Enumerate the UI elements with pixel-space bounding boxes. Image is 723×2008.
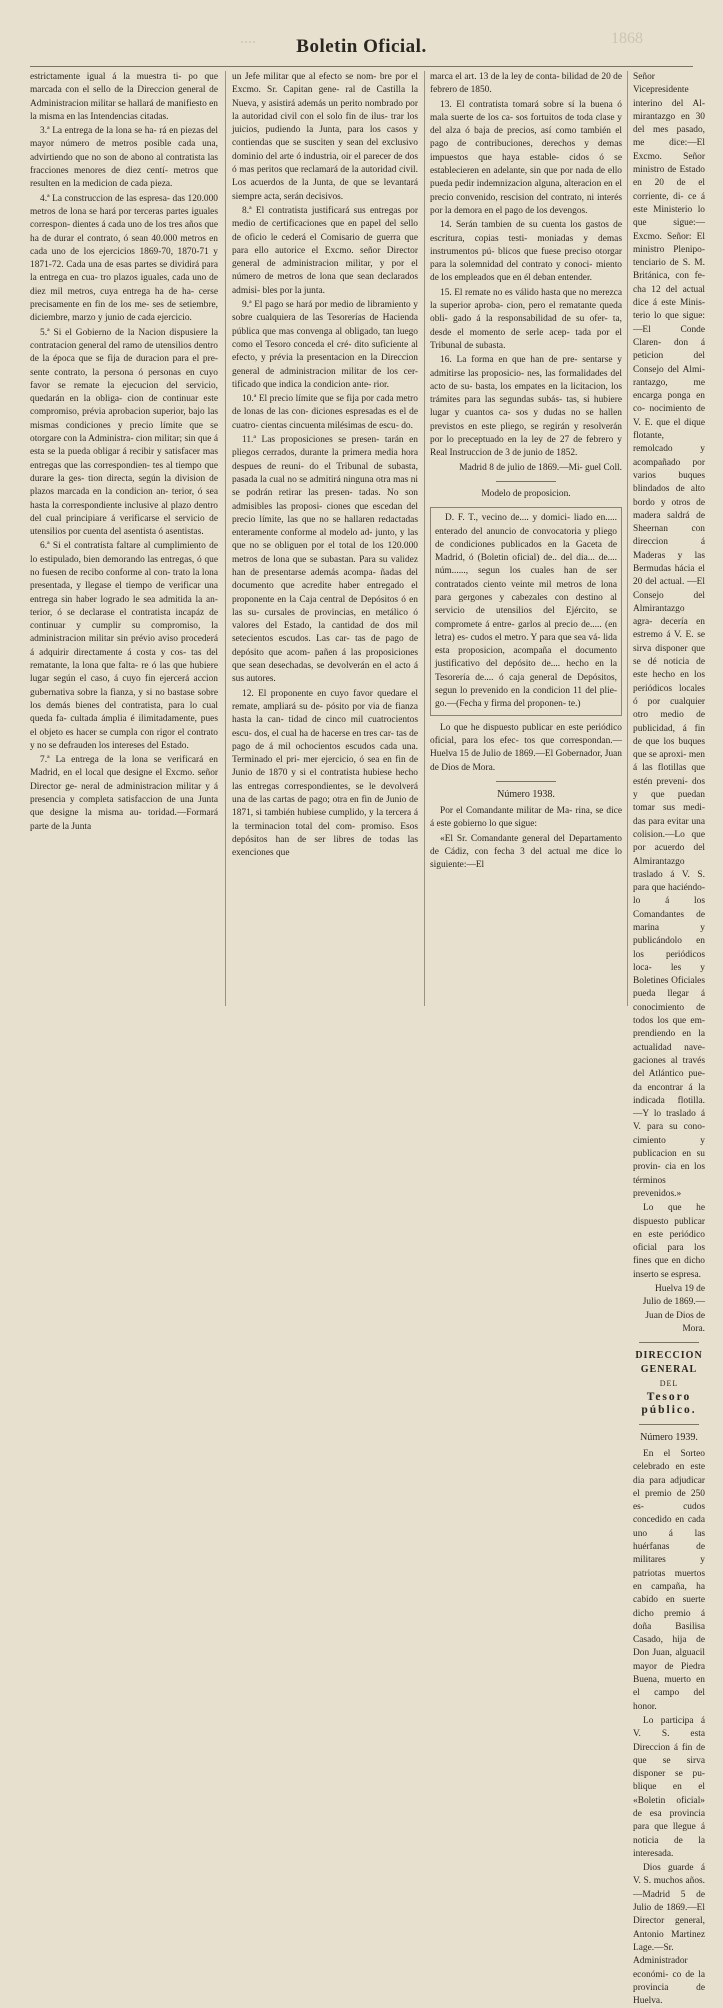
paragraph: 13. El contratista tomará sobre sí la buena ó mala suerte de los ca- sos fortuitos de toda clase y del alza ó baja de precios, así como también el pago de contribuciones, derechos y demas impuestos que haya estable- cidos ó se establecieren en adelante, sin que por nada de ello pueda pedir indemnizacion alguna, alteracion en el precio convenido, rescision del contrato, ni interés por la demora en el pago de los devengos.	[430, 99, 622, 216]
section-divider	[639, 1424, 699, 1425]
signature-line: Huelva 19 de Julio de 1869.— Juan de Dios de Mora.	[642, 1284, 705, 1334]
page-header	[0, 22, 723, 62]
paragraph: Lo que he dispuesto publicar en este periódico oficial, para los efec- tos que correspondan.—Huelva 15 de Julio de 1869.—El Gobernador, Juan de Dios de Mora.	[430, 722, 622, 773]
paragraph: 15. El remate no es válido hasta que no merezca la superior aproba- cion, pero el rematante queda obli- gado á la responsabilidad de su ofer- ta, desde el momento de serle acep- tada por el Tribunal de subasta.	[430, 287, 622, 351]
paragraph: marca el art. 13 de la ley de conta- bilidad de 20 de febrero de 1850.	[430, 72, 622, 96]
section-divider	[639, 1342, 699, 1343]
column-2	[232, 71, 418, 1011]
paragraph: «El Sr. Comandante general del Departamento de Cádiz, con fecha 3 del actual me dice lo siguiente:—El	[430, 833, 622, 871]
column-4	[633, 71, 705, 2007]
paragraph: Lo que he dispuesto publicar en este periódico oficial para los fines que en dicho inserto se espresa.	[633, 1203, 705, 1280]
column-divider	[627, 71, 628, 1006]
section-divider	[496, 481, 556, 482]
paragraph: Dios guarde á V. S. muchos años. —Madrid 5 de Julio de 1869.—El Director general, Antonio Martinez Lage.—Sr. Administrador económi- co de la provincia de Huelva.	[633, 1863, 705, 2007]
column-3	[430, 71, 622, 1011]
paragraph: 8.ª El contratista justificará sus entregas por medio de certificaciones que en papel del sello de oficio le cederá el Comisario de guerra que para ello autorice el Excmo. señor Director general de administracion militar, y por el número de metros de lona que sean declarados admisi- bles por la junta.	[232, 205, 418, 296]
column-1	[30, 71, 218, 1011]
paragraph: 3.ª La entrega de la lona se ha- rá en piezas del mayor número de metros posible cada una, advirtiendo que no son de abono al contratista las fracciones menores de diez centí- metros que resulten en la medicion de cada pieza.	[30, 126, 218, 190]
paragraph: 16. La forma en que han de pre- sentarse y admitirse las proposicio- nes, las formalidades del acto de su- basta, los empates en la licitacion, los trámites para las segundas subás- tas, si hubiere lugar y cuantos ca- sos y dudas no se hallen previstos en este pliego, se regirán y resolverán por lo preceptuado en la ley de 27 de febrero y Real Instruccion de 3 de junio de 1852.	[430, 355, 622, 459]
paragraph: 6.ª Si el contratista faltare al cumplimiento de lo estipulado, bien demorando las entregas, ó que no fuesen de recibo conforme al con- trato la lona presentada, y llegase el tiempo de verificar una entrega sin haber logrado le sea admitida la an- terior, ó se declarase el contratista incapáz de continuar y cumplir su compromiso, la administracion militar sin prévio aviso procederá á adquirir directamente á costa y cos- tas del rematante, la lona que falta- re ó las que hubiere lugar según el caso, á cuyo fin ejercerá accion gubernativa sobre la fianza, y si no bastase sobre los demás bienes del contratista, para lo cual queda fa- cultada ámplia é ilimitadamente, pues el objeto es hacer se cumpla con rigor el contrato y no se defrauden los intereses del Estado.	[30, 541, 218, 751]
paragraph: 7.ª La entrega de la lona se verificará en Madrid, en el local que designe el Excmo. señor Director ge- neral de administracion militar y á presencia y completa satisfaccion de una Junta que designe la misma au- toridad.—Formará parte de la Junta	[30, 755, 218, 832]
paragraph: D. F. T., vecino de.... y domici- liado en..... enterado del anuncio de convocatoria y pliego de condiciones publicados en la Gaceta de Madrid, ó (Boletin oficial) de.. del dia... de.... núm......, segun los cuales han de ser contratados ciento veinte mil metros de lona para gergones y cabezales con destino al servicio de utensilios del Ejército, se compromete á entre- garlos al precio de..... (en letra) es- cudos el metro. Y para que sea vá- lida esta proposicion, acompaña el documento justificativo del depósito de.... hecho en la Tesorería de.... ó caja general de Depósitos, segun lo prevenido en la condicion 11 del plie- go.—(Fecha y firma del proponen- te.)	[435, 513, 617, 710]
section-title: Modelo de proposicion.	[481, 488, 571, 499]
paragraph: un Jefe militar que al efecto se nom- bre por el Excmo. Sr. Capitan gene- ral de Castilla la Nueva, y asistirá además un perito nombrado por la autoridad civil con el solo fin de ilus- trar los juicios, pudiendo la Junta, para los casos y contiendas que se susciten y sean del exclusivo dominio del arte ó industria, oir el parecer de dos ó mas peritos que reclamará de la autoridad civil. Los acuerdos de la Junta, de que se levantará siempre acta, serán decisivos.	[232, 72, 418, 202]
paragraph: Por el Comandante militar de Ma- rina, se dice á este gobierno lo que sigue:	[430, 806, 622, 830]
paragraph: 9.ª El pago se hará por medio de libramiento y sobre cualquiera de las Tesorerías de Hacienda pública que mas convenga al obligado, tan luego como el Tesoro conceda el cré- dito suficiente al efecto, y prévia la presentacion en la Direccion general de administracion militar de los cer- tificado que indica la condicion ante- rior.	[232, 300, 418, 390]
paragraph: 14. Serán tambien de su cuenta los gastos de escritura, copias testi- moniadas y demas instrumentos pú- blicos que fuese preciso otorgar para la solemnidad del contrato y conoci- miento de los empleados que en él deban entender.	[430, 220, 622, 284]
paragraph: 4.ª La construccion de las espresa- das 120.000 metros de lona se hará por terceras partes iguales correspon- dientes á cada uno de los tres años que ha de durar el contrato, ó sean 40.000 metros en cada uno de los ejercicios 1869-70, 1870-71 y 1871-72. Cada una de esas partes se dividirá para la entrega en cua- tro plazos iguales, cada uno de diez mil metros, cuya entrega ha de ha- cerse precisamente en fin de los me- ses de setiembre, diciembre, marzo y junio de cada ejercicio.	[30, 193, 218, 324]
section-subtitle: DEL	[659, 1378, 679, 1388]
notice-number: Número 1939.	[640, 1431, 698, 1443]
section-title: DIRECCION GENERAL	[635, 1350, 703, 1375]
paragraph: Lo participa á V. S. esta Direccion á fin de que se sirva disponer se pu- blique en el «Boletin oficial» de esa provincia para que llegue á noticia de la interesada.	[633, 1715, 705, 1859]
paragraph: 11.ª Las proposiciones se presen- tarán en pliegos cerrados, durante la primera media hora despues de reuni- do el Tribunal de subasta, pasada la cual no se admitirá ninguna otra mas ni se podrán retirar las presen- tadas. No son admisibles las proposi- ciones que escedan del precio límite, las que no se hallaren redactadas enteramente conforme al modelo ad- junto, y las que no se obliguen por el total de los 120.000 metros de lona que se subastan. Para su validez han de presentarse además acompa- ñadas del documento que acredite haber entregado el proponente en la Caja central de Depósitos ó en las su- cursales de provincias, en metálico ó valores del Estado, la cantidad de dos mil setecientos escudos. Las car- tas de pago de depósito que acom- pañen á las proposiciones que sean desechadas, se devolverán en el acto á sus autores.	[232, 435, 418, 685]
column-divider	[424, 71, 425, 1006]
paragraph: Señor Vicepresidente interino del Al- mirantazgo en 30 del mes pasado, me dice:—El Excmo. Señor ministro de Estado en 20 de el corriente, di- ce á este Ministerio lo que sigue:— Excmo. Señor: El ministro Plenipo- tenciario de S. M. Británica, con fe- cha 12 del actual dice á este Minis- terio lo que sigue:—El Conde Claren- don á peticion del Consejo del Almi- rantazgo, me encarga ponga en co- nocimiento de V. E. que el dique flotante, remolcado y acompañado por varios buques blindados de alto bordo y otros de madera saldrá de Sheernan con direccion á Maderas y las Bermudas hácia el 20 del actual. —El Consejo del Almirantazgo agra- decería en estremo á V. E. se sirva disponer que se dé noticia de este hecho en los periódicos locales ó por cualquier otro medio de publicidad, á fin de que los buques que se aproxi- men á las flotillas que estén preveni- dos y que puedan tomar sus medi- das para evitar una colision.—Lo que por acuerdo del Almirantazgo traslado á V. S. para que haciéndo- lo á los Comandantes de marina y publicándolo en los periódicos loca- les y Boletines Oficiales pueda llegar á conocimiento de todos los que em- prendiendo en la actualidad nave- gaciones al través del Atlántico pue- da encontrar á la indicada flotilla. —Y lo traslado á V. para su cono- cimiento y publicacion en su provin- cia en los términos prevenidos.»	[633, 72, 705, 1199]
paragraph: estrictamente igual á la muestra ti- po que marcada con el sello de la Direccion general de Administracion militar se hallará de manifiesto en la misma en las Intendencias citadas.	[30, 72, 218, 122]
section-divider	[496, 781, 556, 782]
paragraph: 10.ª El precio límite que se fija por cada metro de lonas de las con- diciones espresadas es el de cuatro- cientas cincuenta milésimas de escu- do.	[232, 394, 418, 431]
proposal-model-box	[430, 507, 622, 715]
header-divider	[30, 66, 693, 67]
signature-line: Madrid 8 de julio de 1869.—Mi- guel Coll.	[459, 462, 622, 473]
paragraph: En el Sorteo celebrado en este dia para adjudicar el premio de 250 es- cudos concedido en cada uno á las huérfanas de militares y patriotas muertos en campaña, ha cabido en suerte dicho premio á doña Basilisa Casado, hija de Don Juan, alguacil mayor de Piedra Buena, muerto en el campo del honor.	[633, 1448, 705, 1712]
paragraph: 5.ª Si el Gobierno de la Nacion dispusiere la contratacion general del ramo de utensilios dentro de la época que se fija de duracion para el pre- sente contrato, la persona ó personas en cuyo favor se remate la ejecucion del servicio, quedarán en la obliga- cion de continuar este compromiso, prévia aprobacion superior, bajo las mismas condiciones y precio límite que se otorgare con la Administra- cion militar; sin que á esta se la pueda obligar á recibir y satisfacer mas entregas que las correspondien- tes al tiempo que durare la ges- tion directa, según la division de plazos marcada en la condicion an- terior, ó sea hasta la correspondiente inclusive al plazo dentro del cual principiare á verificarse el servicio de utensilios por cuenta del asentista ó asentistas.	[30, 327, 218, 538]
paragraph: 12. El proponente en cuyo favor quedare el remate, ampliará su de- pósito por via de fianza hasta la can- tidad de cinco mil cuatrocientos escu- dos, el cual ha de hacerse en tres car- tas de pago de á mil ochocientos escudos cada una. Terminado el pri- mer ejercicio, ó sea en fin de Junio de 1870 y si el contratista hubiese hecho las entregas correspondientes, se le devolverá una de las cartas de pago; otra en fin de Junio de 1871, si también hubiese cumplido, y la tercera á la terminacion total del com- promiso. Esos depósitos han de ser libres de todas las exenciones que	[232, 688, 418, 859]
section-heading: Tesoro público.	[641, 1391, 697, 1417]
column-divider	[225, 71, 226, 1006]
bleedthrough-text-right: 1868	[611, 30, 643, 47]
page-title: Boletin Oficial.	[296, 36, 427, 57]
notice-number: Número 1938.	[497, 788, 555, 800]
bleedthrough-text-left: ....	[240, 30, 256, 47]
